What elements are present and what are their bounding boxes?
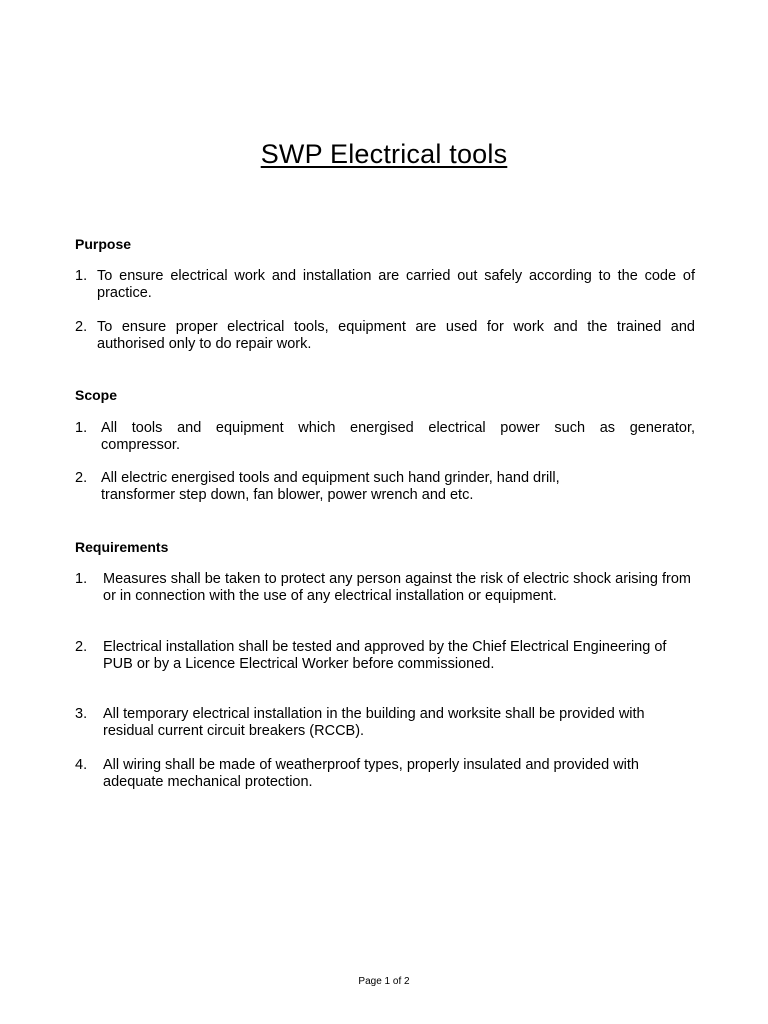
list-number: 2. bbox=[75, 639, 88, 655]
list-number: 1. bbox=[75, 571, 88, 587]
list-number: 3. bbox=[75, 706, 88, 722]
list-item-text: To ensure electrical work and installation are carried out safely according to the code of practice. bbox=[97, 268, 695, 301]
section-heading-requirements: Requirements bbox=[75, 539, 169, 555]
page-number-footer: Page 1 of 2 bbox=[358, 976, 410, 987]
list-item-text: Electrical installation shall be tested and approved by the Chief Electrical Engineering of PUB or by a Licence Electrical Worker before commissioned. bbox=[103, 639, 667, 672]
list-item-text: All tools and equipment which energised electrical power such as generator, compressor. bbox=[101, 420, 695, 453]
section-heading-scope: Scope bbox=[75, 387, 118, 403]
list-item-text: All electric energised tools and equipment such hand grinder, hand drill, transformer step down, fan blower, power wrench and etc. bbox=[101, 470, 560, 503]
scope-item-1 bbox=[75, 420, 695, 454]
list-item-text: All wiring shall be made of weatherproof types, properly insulated and provided with adequate mechanical protection. bbox=[103, 757, 639, 790]
purpose-item-2 bbox=[75, 319, 695, 353]
list-number: 1. bbox=[75, 420, 88, 436]
purpose-item-1 bbox=[75, 268, 695, 302]
list-item-text: All temporary electrical installation in the building and worksite shall be provided with residual current circuit breakers (RCCB). bbox=[103, 706, 645, 739]
list-item-text: Measures shall be taken to protect any person against the risk of electric shock arising from or in connection with the use of any electrical installation or equipment. bbox=[103, 571, 691, 604]
document-title: SWP Electrical tools bbox=[260, 139, 508, 169]
requirements-item-4 bbox=[75, 757, 691, 791]
list-number: 1. bbox=[75, 268, 88, 284]
list-number: 2. bbox=[75, 319, 88, 335]
list-number: 4. bbox=[75, 757, 88, 773]
requirements-item-2 bbox=[75, 639, 691, 673]
requirements-item-3 bbox=[75, 706, 691, 740]
requirements-item-1 bbox=[75, 571, 691, 605]
section-heading-purpose: Purpose bbox=[75, 236, 132, 252]
list-number: 2. bbox=[75, 470, 88, 486]
list-item-text: To ensure proper electrical tools, equipment are used for work and the trained and authorised only to do repair work. bbox=[97, 319, 695, 352]
scope-item-2 bbox=[75, 470, 635, 504]
